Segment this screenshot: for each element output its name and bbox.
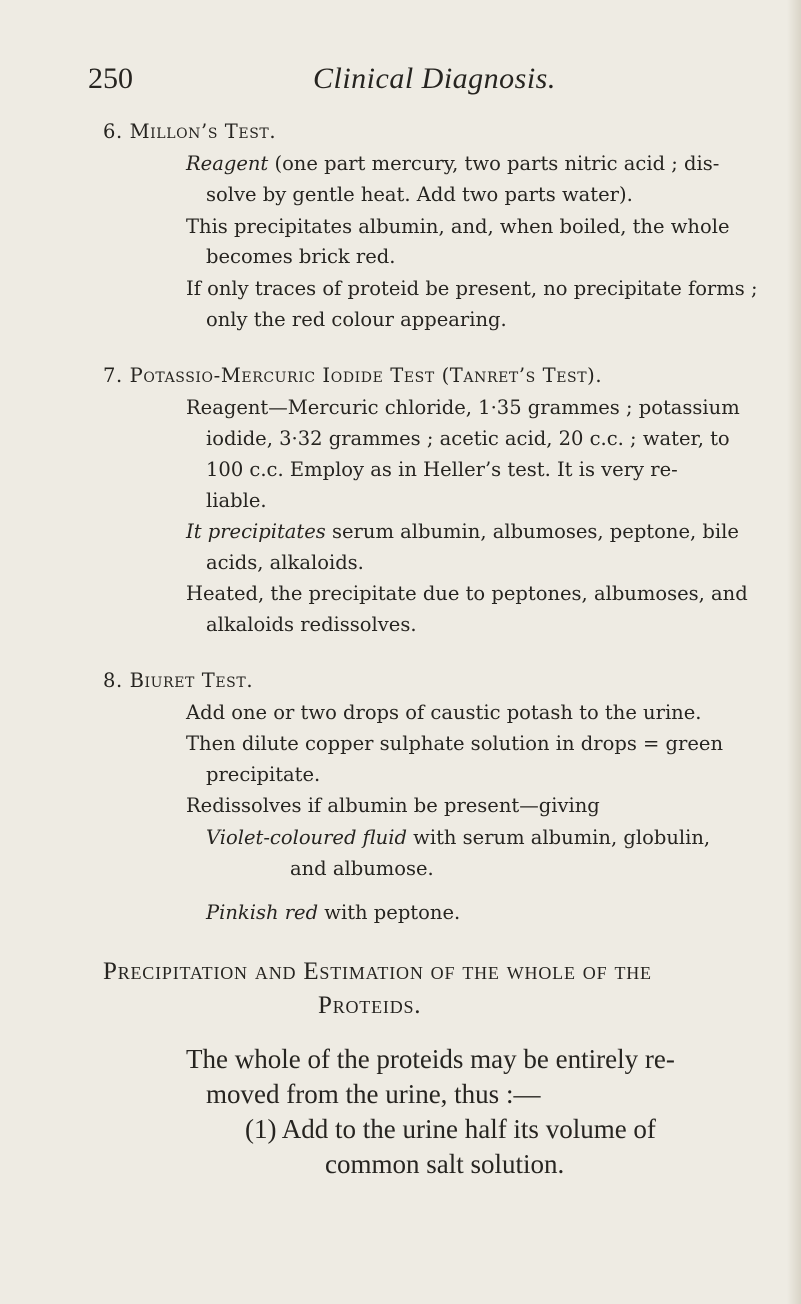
millon-line-6: only the red colour appearing. — [206, 308, 507, 331]
tanret-line-2: iodide, 3·32 grammes ; acetic acid, 20 c.c. ; water, to — [206, 427, 730, 450]
tanret-line-3: 100 c.c. Employ as in Heller’s test. It is very re- — [206, 458, 678, 481]
precipitates-label: It precipitates — [186, 520, 326, 543]
precipitation-para-4: common salt solution. — [325, 1149, 565, 1179]
biuret-line-6: and albumose. — [290, 857, 434, 880]
biuret-line-1: Add one or two drops of caustic potash to the urine. — [186, 701, 702, 724]
millon-heading: 6. Millon’s Test. — [103, 120, 277, 143]
millon-line-1-text: (one part mercury, two parts nitric acid ; dis- — [268, 152, 720, 175]
tanret-line-5-text: serum albumin, albumoses, peptone, bile — [325, 520, 739, 543]
page-edge-shadow — [787, 0, 801, 1304]
biuret-line-4: Redissolves if albumin be present—giving — [186, 794, 600, 817]
biuret-line-5-text: with serum albumin, globulin, — [406, 826, 711, 849]
precipitation-heading-2: Proteids. — [318, 992, 422, 1019]
biuret-heading: 8. Biuret Test. — [103, 669, 254, 692]
millon-line-4: becomes brick red. — [206, 245, 396, 268]
violet-label: Violet-coloured fluid — [206, 826, 407, 849]
tanret-line-6: acids, alkaloids. — [206, 551, 364, 574]
tanret-line-1: Reagent—Mercuric chloride, 1·35 grammes ; potassium — [186, 396, 740, 419]
biuret-line-5 — [206, 826, 710, 850]
biuret-line-7-text: with peptone. — [318, 901, 461, 924]
page-number: 250 — [88, 62, 133, 95]
reagent-label: Reagent — [186, 152, 269, 175]
tanret-line-7: Heated, the precipitate due to peptones, albumoses, and — [186, 582, 748, 605]
tanret-heading: 7. Potassio-Mercuric Iodide Test (Tanret’s Test). — [103, 364, 603, 387]
tanret-line-8: alkaloids redissolves. — [206, 613, 417, 636]
pinkish-label: Pinkish red — [206, 901, 319, 924]
biuret-line-3: precipitate. — [206, 763, 321, 786]
tanret-line-4: liable. — [206, 489, 267, 512]
precipitation-para-1: The whole of the proteids may be entirely re- — [186, 1044, 675, 1074]
millon-line-5: If only traces of proteid be present, no precipitate forms ; — [186, 277, 758, 300]
precipitation-para-3: (1) Add to the urine half its volume of — [245, 1114, 656, 1144]
tanret-line-5 — [186, 520, 739, 544]
precipitation-para-2: moved from the urine, thus :— — [206, 1079, 541, 1109]
precipitation-heading-1: Precipitation and Estimation of the whole of the — [103, 958, 652, 985]
millon-line-1 — [186, 152, 719, 176]
biuret-line-7 — [206, 901, 460, 925]
page-header — [88, 62, 768, 102]
millon-line-3: This precipitates albumin, and, when boiled, the whole — [186, 215, 730, 238]
running-title: Clinical Diagnosis. — [313, 62, 556, 95]
millon-line-2: solve by gentle heat. Add two parts water). — [206, 183, 633, 206]
biuret-line-2: Then dilute copper sulphate solution in drops = green — [186, 732, 724, 755]
